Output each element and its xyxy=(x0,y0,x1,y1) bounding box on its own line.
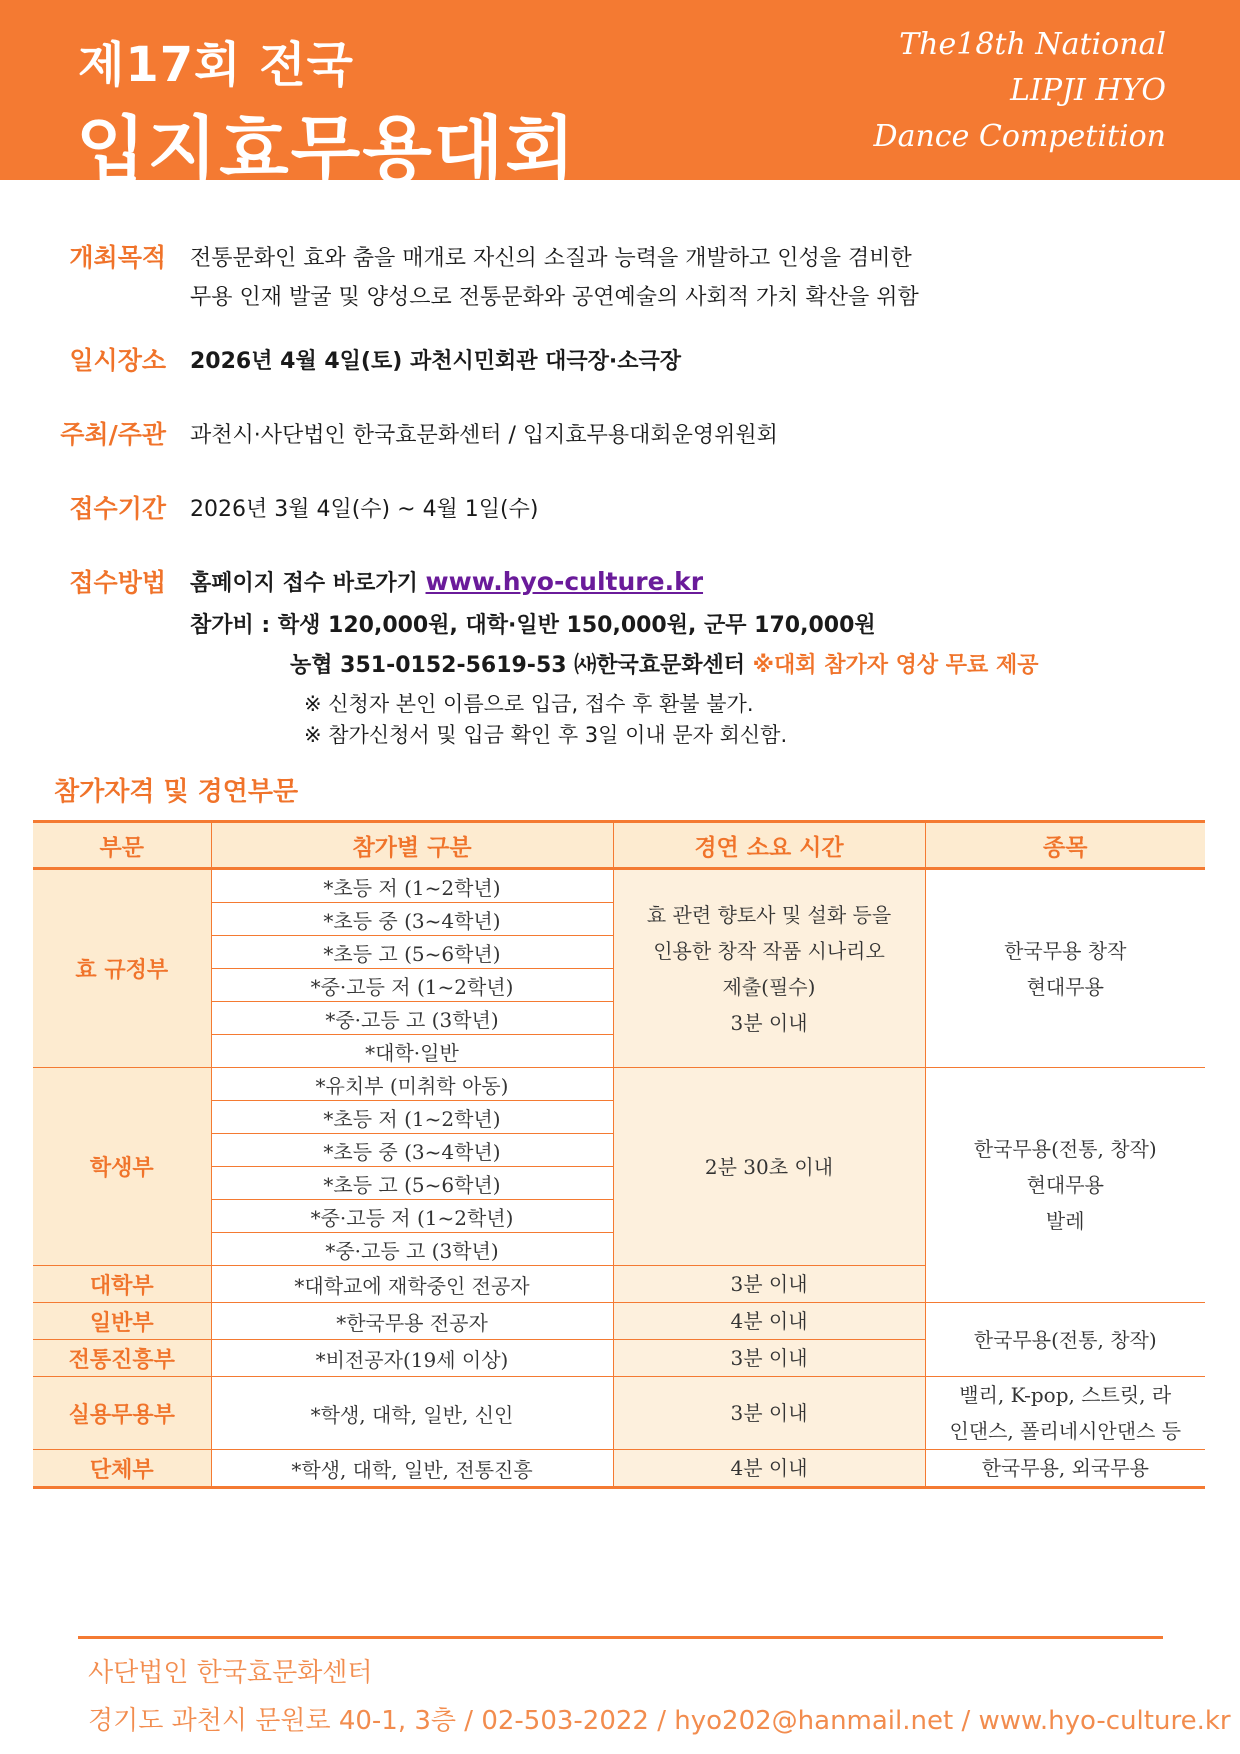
category-hyo: 효 규정부 xyxy=(33,869,211,1068)
title-line2: 입지효무용대회 xyxy=(76,108,577,192)
time-general: 4분 이내 xyxy=(613,1303,925,1340)
account-row xyxy=(290,648,1038,679)
event-group: 한국무용, 외국무용 xyxy=(925,1450,1205,1488)
note-refund: ※ 신청자 본인 이름으로 입금, 접수 후 환불 불가. xyxy=(304,692,754,716)
homepage-text: 홈페이지 접수 바로가기 xyxy=(190,571,418,596)
division-cell: *학생, 대학, 일반, 전통진흥 xyxy=(211,1450,613,1488)
footer-contact: 경기도 과천시 문원로 40-1, 3층 / 02-503-2022 / hyo202@hanmail.net / www.hyo-culture.kr xyxy=(88,1706,1231,1736)
table-row xyxy=(33,1450,1205,1488)
homepage-link[interactable]: www.hyo-culture.kr xyxy=(425,567,704,596)
event-practical-line2: 인댄스, 폴리네시안댄스 등 xyxy=(949,1419,1182,1443)
english-line-1: The18th National xyxy=(899,27,1166,62)
division-cell: *초등 저 (1~2학년) xyxy=(211,1101,613,1134)
division-cell: *대학·일반 xyxy=(211,1035,613,1068)
datetime-value: 2026년 4월 4일(토) 과천시민회관 대극장·소극장 xyxy=(190,349,681,374)
event-hyo xyxy=(925,869,1205,1068)
english-line-3: Dance Competition xyxy=(873,119,1166,154)
footer-org: 사단법인 한국효문화센터 xyxy=(88,1658,373,1688)
event-student-line2: 현대무용 xyxy=(1026,1173,1104,1197)
category-general: 일반부 xyxy=(33,1303,211,1340)
time-practical: 3분 이내 xyxy=(613,1377,925,1450)
division-cell: *초등 고 (5~6학년) xyxy=(211,936,613,969)
event-hyo-line2: 현대무용 xyxy=(1026,974,1104,999)
method-label: 접수방법 xyxy=(69,568,166,597)
time-traditional: 3분 이내 xyxy=(613,1340,925,1377)
english-title xyxy=(866,22,1166,160)
table-row xyxy=(33,1377,1205,1450)
division-cell: *중·고등 저 (1~2학년) xyxy=(211,1200,613,1233)
division-cell: *초등 고 (5~6학년) xyxy=(211,1167,613,1200)
time-group: 4분 이내 xyxy=(613,1450,925,1488)
category-practical: 실용무용부 xyxy=(33,1377,211,1450)
division-cell: *한국무용 전공자 xyxy=(211,1303,613,1340)
event-student-line3: 발레 xyxy=(1045,1209,1085,1233)
video-note: ※대회 참가자 영상 무료 제공 xyxy=(752,653,1039,678)
division-cell: *중·고등 고 (3학년) xyxy=(211,1002,613,1035)
note-reply: ※ 참가신청서 및 입금 확인 후 3일 이내 문자 회신함. xyxy=(304,723,788,747)
section-title: 참가자격 및 경연부문 xyxy=(54,777,299,807)
time-hyo xyxy=(613,869,925,1068)
event-student xyxy=(925,1068,1205,1303)
division-cell: *초등 중 (3~4학년) xyxy=(211,1134,613,1167)
event-practical-line1: 밸리, K-pop, 스트릿, 라 xyxy=(959,1383,1172,1407)
event-practical xyxy=(925,1377,1205,1450)
header-division: 참가별 구분 xyxy=(211,822,613,869)
event-student-line1: 한국무용(전통, 창작) xyxy=(973,1137,1157,1161)
header-banner xyxy=(0,0,1240,192)
time-university: 3분 이내 xyxy=(613,1266,925,1303)
category-student: 학생부 xyxy=(33,1068,211,1266)
period-label: 접수기간 xyxy=(69,494,166,523)
time-hyo-line2: 인용한 창작 작품 시나리오 xyxy=(653,938,885,963)
time-hyo-line3: 제출(필수) xyxy=(722,974,816,999)
english-line-2: LIPJI HYO xyxy=(1010,73,1166,108)
host-label: 주최/주관 xyxy=(60,420,166,449)
division-cell: *중·고등 고 (3학년) xyxy=(211,1233,613,1266)
time-hyo-line1: 효 관련 향토사 및 설화 등을 xyxy=(646,902,892,927)
time-hyo-line4: 3분 이내 xyxy=(730,1010,808,1035)
footer-divider xyxy=(78,1636,1163,1639)
account-text: 농협 351-0152-5619-53 ㈔한국효문화센터 xyxy=(290,653,745,678)
event-hyo-line1: 한국무용 창작 xyxy=(1004,938,1127,963)
purpose-line2: 무용 인재 발굴 및 양성으로 전통문화와 공연예술의 사회적 가치 확산을 위함 xyxy=(190,285,919,310)
header-event: 종목 xyxy=(925,822,1205,869)
category-traditional: 전통진흥부 xyxy=(33,1340,211,1377)
division-cell: *비전공자(19세 이상) xyxy=(211,1340,613,1377)
fee-text: 참가비 : 학생 120,000원, 대학·일반 150,000원, 군무 170,000원 xyxy=(190,613,876,638)
division-cell: *중·고등 저 (1~2학년) xyxy=(211,969,613,1002)
division-cell: *초등 저 (1~2학년) xyxy=(211,869,613,903)
datetime-label: 일시장소 xyxy=(69,346,166,375)
host-value: 과천시·사단법인 한국효문화센터 / 입지효무용대회운영위원회 xyxy=(190,423,778,448)
title-line1: 제17회 전국 xyxy=(78,37,354,93)
period-value: 2026년 3월 4일(수) ~ 4월 1일(수) xyxy=(190,497,539,522)
category-university: 대학부 xyxy=(33,1266,211,1303)
time-student: 2분 30초 이내 xyxy=(613,1068,925,1266)
division-cell: *학생, 대학, 일반, 신인 xyxy=(211,1377,613,1450)
header-category: 부문 xyxy=(33,822,211,869)
table-header-row xyxy=(33,822,1205,869)
table-row xyxy=(33,1303,1205,1340)
header-time: 경연 소요 시간 xyxy=(613,822,925,869)
purpose-line1: 전통문화인 효와 춤을 매개로 자신의 소질과 능력을 개발하고 인성을 겸비한 xyxy=(190,246,912,271)
table-row xyxy=(33,1068,1205,1101)
division-cell: *대학교에 재학중인 전공자 xyxy=(211,1266,613,1303)
homepage-row xyxy=(190,566,703,597)
category-group: 단체부 xyxy=(33,1450,211,1488)
purpose-label: 개최목적 xyxy=(69,243,166,272)
division-cell: *유치부 (미취학 아동) xyxy=(211,1068,613,1101)
event-general-traditional: 한국무용(전통, 창작) xyxy=(925,1303,1205,1377)
table-row xyxy=(33,869,1205,903)
division-cell: *초등 중 (3~4학년) xyxy=(211,903,613,936)
competition-table xyxy=(33,820,1205,1489)
